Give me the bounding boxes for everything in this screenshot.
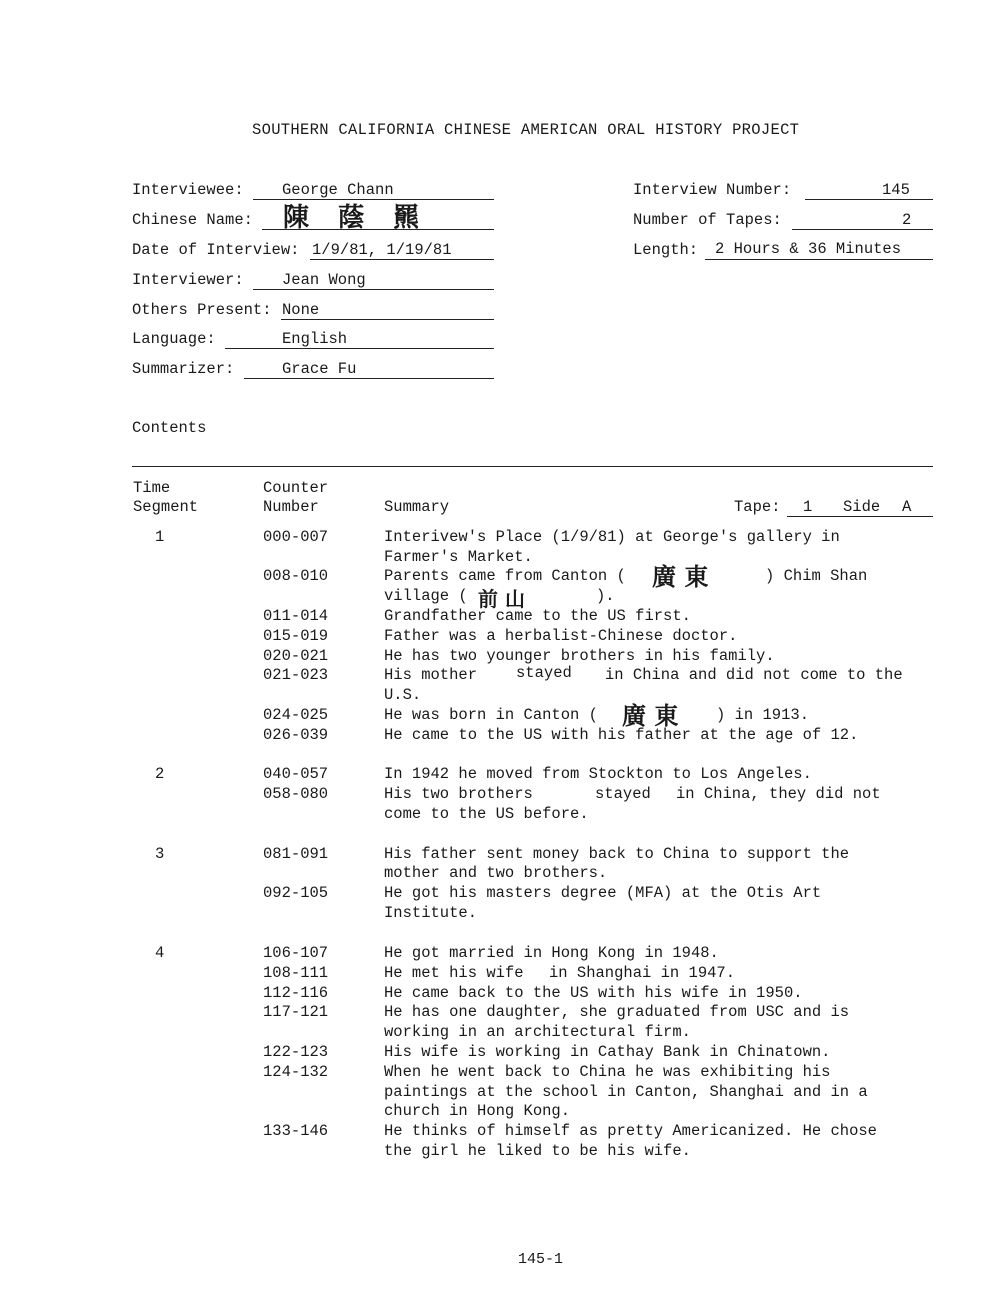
counter-number: 021-023 <box>263 666 329 684</box>
summary-chinese-text: 廣 東 <box>652 562 709 591</box>
counter-number: 008-010 <box>263 567 329 585</box>
number-of-tapes-value: 2 <box>902 211 912 229</box>
summary-line: stayed <box>595 785 651 803</box>
summary-line: in China, they did not <box>676 785 881 803</box>
tape-label: Tape: <box>734 498 781 516</box>
summary-line: Institute. <box>384 904 478 922</box>
summary-header: Summary <box>384 498 450 516</box>
counter-number: 015-019 <box>263 627 329 645</box>
summary-line: He came back to the US with his wife in 1950. <box>384 984 803 1002</box>
counter-number: 024-025 <box>263 706 329 724</box>
summary-line: ) in 1913. <box>716 706 810 724</box>
summary-line: His two brothers <box>384 785 533 803</box>
interview-number-line <box>805 199 933 200</box>
others-present-line <box>281 319 494 320</box>
summary-line: Interivew's Place (1/9/81) at George's gallery in <box>384 528 840 546</box>
date-label: Date of Interview: <box>132 241 300 259</box>
counter-number: 011-014 <box>263 607 329 625</box>
counter-number: 092-105 <box>263 884 329 902</box>
language-label: Language: <box>132 330 216 348</box>
summary-line: church in Hong Kong. <box>384 1102 571 1120</box>
summary-line: village ( <box>384 587 468 605</box>
summary-line: the girl he liked to be his wife. <box>384 1142 691 1160</box>
number-of-tapes-line <box>792 229 933 230</box>
summary-line: He has one daughter, she graduated from USC and is <box>384 1003 850 1021</box>
summary-line: stayed <box>516 664 572 682</box>
summary-line: He got his masters degree (MFA) at the Otis Art <box>384 884 822 902</box>
interviewer-label: Interviewer: <box>132 271 244 289</box>
others-present-label: Others Present: <box>132 301 272 319</box>
summary-line: Father was a herbalist-Chinese doctor. <box>384 627 738 645</box>
time-header-line1: Time <box>133 479 171 497</box>
interview-number-value: 145 <box>882 181 910 199</box>
counter-number: 000-007 <box>263 528 329 546</box>
date-line <box>310 259 494 260</box>
contents-rule-left <box>132 466 406 467</box>
summary-line: mother and two brothers. <box>384 864 608 882</box>
summary-line: His mother <box>384 666 478 684</box>
summary-line: He has two younger brothers in his family. <box>384 647 775 665</box>
number-of-tapes-label: Number of Tapes: <box>633 211 782 229</box>
length-label: Length: <box>633 241 699 259</box>
summary-line: in China and did not come to the <box>605 666 903 684</box>
length-value: 2 Hours & 36 Minutes <box>715 240 902 258</box>
summary-chinese-text: 前 山 <box>478 587 525 611</box>
summary-line: come to the US before. <box>384 805 589 823</box>
segment-number: 3 <box>155 845 165 863</box>
counter-number: 106-107 <box>263 944 329 962</box>
project-title: SOUTHERN CALIFORNIA CHINESE AMERICAN ORAL HISTORY PROJECT <box>252 121 800 139</box>
summary-line: working in an architectural firm. <box>384 1023 691 1041</box>
counter-number: 122-123 <box>263 1043 329 1061</box>
summary-chinese-text: 廣 東 <box>622 701 679 730</box>
language-line <box>225 348 494 349</box>
interviewer-value: Jean Wong <box>282 271 366 289</box>
summary-line: When he went back to China he was exhibiting his <box>384 1063 831 1081</box>
counter-header-line1: Counter <box>263 479 329 497</box>
tape-side-line <box>787 516 933 517</box>
language-value: English <box>282 330 348 348</box>
summarizer-value: Grace Fu <box>282 360 357 378</box>
summary-line: U.S. <box>384 686 422 704</box>
time-header-line2: Segment <box>133 498 199 516</box>
summary-line: He met his wife <box>384 964 524 982</box>
summary-line: His father sent money back to China to support the <box>384 845 850 863</box>
contents-rule-right <box>406 466 933 467</box>
contents-label: Contents <box>132 419 207 437</box>
summary-line: in Shanghai in 1947. <box>549 964 736 982</box>
summary-line: Parents came from Canton ( <box>384 567 626 585</box>
segment-number: 4 <box>155 944 165 962</box>
chinese-name-label: Chinese Name: <box>132 211 253 229</box>
counter-number: 124-132 <box>263 1063 329 1081</box>
summary-line: In 1942 he moved from Stockton to Los Angeles. <box>384 765 812 783</box>
counter-number: 108-111 <box>263 964 329 982</box>
interviewee-value: George Chann <box>282 181 394 199</box>
side-label: Side <box>843 498 881 516</box>
summary-line: Grandfather came to the US first. <box>384 607 691 625</box>
interviewee-label: Interviewee: <box>132 181 244 199</box>
summary-line: paintings at the school in Canton, Shanghai and in a <box>384 1083 868 1101</box>
summary-line: His wife is working in Cathay Bank in Chinatown. <box>384 1043 831 1061</box>
summary-line: He got married in Hong Kong in 1948. <box>384 944 719 962</box>
summary-line: ). <box>596 587 615 605</box>
tape-value: 1 <box>803 498 813 516</box>
counter-number: 040-057 <box>263 765 329 783</box>
counter-number: 133-146 <box>263 1122 329 1140</box>
side-value: A <box>902 498 912 516</box>
counter-number: 058-080 <box>263 785 329 803</box>
summarizer-label: Summarizer: <box>132 360 235 378</box>
summary-line: ) Chim Shan <box>765 567 868 585</box>
interview-number-label: Interview Number: <box>633 181 792 199</box>
counter-number: 026-039 <box>263 726 329 744</box>
counter-number: 081-091 <box>263 845 329 863</box>
summary-line: He thinks of himself as pretty Americanized. He chose <box>384 1122 877 1140</box>
summary-line: He was born in Canton ( <box>384 706 598 724</box>
segment-number: 2 <box>155 765 165 783</box>
interviewer-line <box>253 289 494 290</box>
counter-number: 117-121 <box>263 1003 329 1021</box>
counter-number: 112-116 <box>263 984 329 1002</box>
chinese-name-value: 陳 蔭 羆 <box>283 203 430 233</box>
summary-line: Farmer's Market. <box>384 548 533 566</box>
date-value: 1/9/81, 1/19/81 <box>312 241 452 259</box>
others-present-value: None <box>282 301 320 319</box>
summarizer-line <box>244 378 494 379</box>
summary-line: He came to the US with his father at the age of 12. <box>384 726 859 744</box>
counter-number: 020-021 <box>263 647 329 665</box>
counter-header-line2: Number <box>263 498 319 516</box>
segment-number: 1 <box>155 528 165 546</box>
length-line <box>705 259 933 260</box>
page-number: 145-1 <box>518 1251 564 1268</box>
